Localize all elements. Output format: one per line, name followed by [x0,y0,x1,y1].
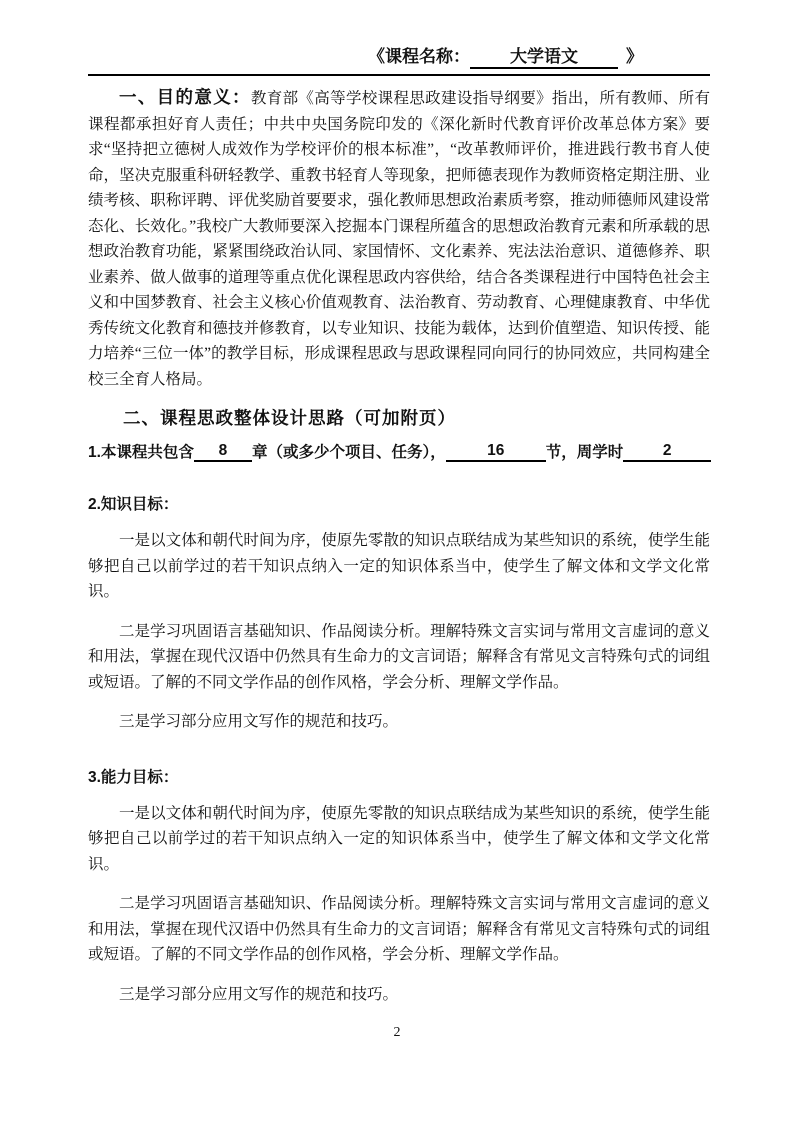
ability-paragraph-1: 一是以文体和朝代时间为序，使原先零散的知识点联结成为某些知识的系统，使学生能够把自己以前学过的若干知识点纳入一定的知识体系当中，使学生了解文体和文学文化常识。 [88,804,710,873]
section2-heading: 二、课程思政整体设计思路（可加附页） [123,408,456,428]
structure-mid2: 节，周学时 [545,444,624,461]
knowledge-paragraph-3: 三是学习部分应用文写作的规范和技巧。 [119,713,399,730]
course-header [88,42,710,76]
weekly-hours-blank: 2 [623,442,711,462]
ability-paragraph-3: 三是学习部分应用文写作的规范和技巧。 [119,985,399,1003]
knowledge-paragraph-1: 一是以文体和朝代时间为序，使原先零散的知识点联结成为某些知识的系统，使学生能够把自己以前学过的若干知识点纳入一定的知识体系当中，使学生了解文体和文学文化常识。 [88,532,710,600]
ability-goals-heading: 3.能力目标： [88,768,179,786]
course-name-value: 大学语文 [470,42,618,69]
course-name-suffix: 》 [626,47,643,66]
chapters-blank: 8 [194,442,252,462]
structure-mid1: 章（或多少个项目、任务）， [251,444,446,461]
section1-heading: 一、目的意义： [119,87,251,107]
knowledge-paragraph-2: 二是学习巩固语言基础知识、作品阅读分析。理解特殊文言实词与常用文言虚词的意义和用法，掌握在现代汉语中仍然具有生命力的文言词语；解释含有常见文言特殊句式的词组或短语。了解的不同文学作品的创作风格，学会分析、理解文学作品。 [88,622,710,691]
section1-body: 教育部《高等学校课程思政建设指导纲要》指出，所有教师、所有课程都承担好育人责任；中共中央国务院印发的《深化新时代教育评价改革总体方案》要求“坚持把立德树人成效作为学校评价的根本标准”，“改革教师评价，推进践行教书育人使命，坚决克服重科研轻教学、重教书轻育人等现象，把师德表现作为教师资格定期注册、业绩考核、职称评聘、评优奖励首要要求，强化教师思想政治素质考察，推动师德师风建设常态化、长效化。”我校广大教师要深入挖掘本门课程所蕴含的思想政治教育元素和所承载的思想政治教育功能，紧紧围绕政治认同、家国情怀、文化素养、宪法法治意识、道德修养、职业素养、做人做事的道理等重点优化课程思政内容供给，结合各类课程进行中国特色社会主义和中国梦教育、社会主义核心价值观教育、法治教育、劳动教育、心理健康教育、中华优秀传统文化教育和德技并修教育，以专业知识、技能为载体，达到价值塑造、知识传授、能力培养“三位一体”的教学目标，形成课程思政与思政课程同向同行的协同效应，共同构建全校三全育人格局。 [88,90,710,388]
course-structure-line [88,440,710,462]
structure-prefix: 1.本课程共包含 [88,444,194,461]
knowledge-goals-heading: 2.知识目标： [88,496,179,513]
ability-paragraph-2: 二是学习巩固语言基础知识、作品阅读分析。理解特殊文言实词与常用文言虚词的意义和用法，掌握在现代汉语中仍然具有生命力的文言词语；解释含有常见文言特殊句式的词组或短语。了解的不同文学作品的创作风格，学会分析、理解文学作品。 [88,895,710,963]
section1-paragraph [88,85,710,392]
sections-blank: 16 [446,442,546,462]
page-number: 2 [393,1025,401,1040]
course-name-prefix: 《课程名称： [368,47,470,66]
